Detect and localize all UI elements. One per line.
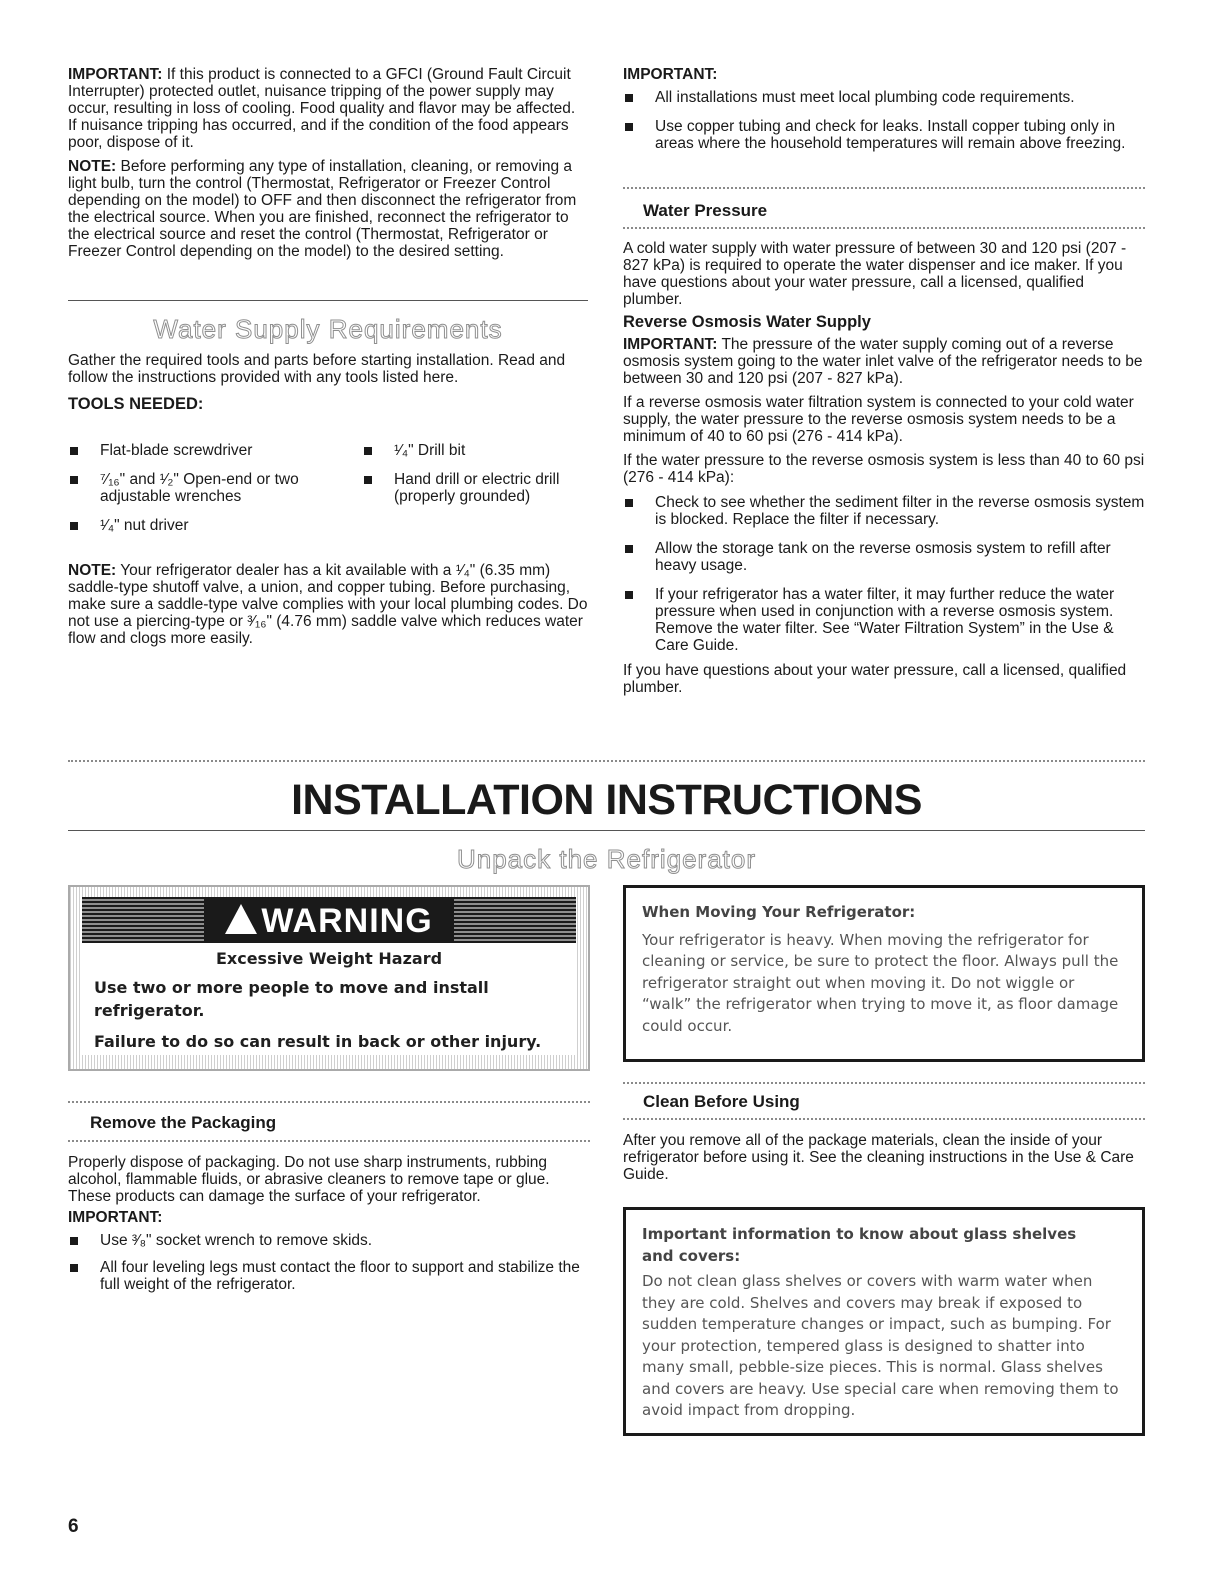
tool-item: ⁷⁄₁₆" and ¹⁄₂" Open-end or two adjustable wrenches: [68, 471, 358, 505]
ro-paragraph: If the water pressure to the reverse osmosis system is less than 40 to 60 psi (276 - 414 kPa):: [623, 452, 1145, 486]
saddle-valve-note: [68, 562, 588, 647]
moving-box-title: When Moving Your Refrigerator:: [642, 903, 916, 921]
important-label: IMPORTANT:: [68, 66, 163, 83]
warning-line: Failure to do so can result in back or other injury.: [94, 1032, 542, 1051]
divider: [623, 1118, 1145, 1120]
divider: [68, 760, 1145, 762]
divider: [68, 300, 588, 301]
control-note-text: Before performing any type of installation, cleaning, or removing a light bulb, turn the control (Thermostat, Refrigerator or Freezer Control depending on the model) to OFF and then disconnect the refrigerator from the electrical source. When you are finished, reconnect the refrigerator to the electrical source and reset the control (Thermostat, Refrigerator or Freezer Control depending on the model) to the desired setting.: [68, 158, 577, 260]
clean-text: After you remove all of the package materials, clean the inside of your refrigerator before using it. See the cleaning instructions in the Use & Care Guide.: [623, 1132, 1134, 1183]
tool-item: ¹⁄₄" nut driver: [68, 517, 358, 534]
ro-bullet: If your refrigerator has a water filter, it may further reduce the water pressure when used in conjunction with a reverse osmosis system. Remove the water filter. See “Water Filtration System” in the Use & Care Guide.: [623, 586, 1145, 654]
plumbing-bullet: All installations must meet local plumbing code requirements.: [623, 89, 1145, 106]
tools-needed-heading: TOOLS NEEDED:: [68, 395, 204, 413]
ro-important-paragraph: [623, 336, 1145, 387]
left-top-column: [68, 66, 588, 260]
gfci-important-paragraph: [68, 66, 588, 151]
divider: [68, 830, 1145, 831]
warning-banner: [82, 897, 576, 943]
packaging-bullet: All four leveling legs must contact the floor to support and stabilize the full weight of the refrigerator.: [68, 1259, 590, 1293]
water-pressure-heading: Water Pressure: [643, 201, 768, 220]
important-label: IMPORTANT:: [68, 1209, 163, 1226]
warning-triangle-icon: [225, 904, 257, 934]
right-top-column: [623, 66, 1145, 160]
tool-item: Hand drill or electric drill (properly grounded): [362, 471, 592, 505]
unpack-title: Unpack the Refrigerator: [456, 844, 757, 874]
ro-closing: If you have questions about your water pressure, call a licensed, qualified plumber.: [623, 662, 1127, 696]
water-pressure-text: A cold water supply with water pressure of between 30 and 120 psi (207 - 827 kPa) is required to operate the water dispenser and ice maker. If you have questions about your water pressure, call a licensed, qualified plumber.: [623, 240, 1127, 308]
ro-bullet: Allow the storage tank on the reverse osmosis system to refill after heavy usage.: [623, 540, 1145, 574]
packaging-text: Properly dispose of packaging. Do not use sharp instruments, rubbing alcohol, flammable fluids, or abrasive cleaners to remove tape or glue. These products can damage the surface of your refrigerator.: [68, 1154, 550, 1205]
reverse-osmosis-heading: Reverse Osmosis Water Supply: [623, 313, 871, 331]
main-title: INSTALLATION INSTRUCTIONS: [291, 776, 922, 824]
page-number: 6: [68, 1516, 79, 1537]
note-label: NOTE:: [68, 562, 117, 579]
water-supply-section: [68, 352, 588, 413]
clean-section: [623, 1132, 1145, 1183]
divider: [623, 227, 1145, 229]
warning-hazard: Excessive Weight Hazard: [215, 949, 443, 968]
important-label: IMPORTANT:: [623, 66, 718, 83]
ro-paragraph: If a reverse osmosis water filtration system is connected to your cold water supply, the water pressure to the reverse osmosis system needs to be a minimum of 40 to 60 psi (276 - 414 kPa).: [623, 394, 1134, 445]
divider: [623, 1082, 1145, 1084]
saddle-valve-note-text: Your refrigerator dealer has a kit available with a ¹⁄₄" (6.35 mm) saddle-type shutoff valve, a union, and copper tubing. Before purchasing, make sure a saddle-type valve complies with your local plumbing codes. Do not use a piercing-type or ³⁄₁₆" (4.76 mm) saddle valve which reduces water flow and clogs more easily.: [68, 562, 588, 647]
warning-label: [204, 897, 454, 943]
ro-bullet: Check to see whether the sediment filter in the reverse osmosis system is blocked. Replace the filter if necessary.: [623, 494, 1145, 528]
warning-label-text: WARNING: [261, 902, 433, 940]
gfci-important-text: If this product is connected to a GFCI (Ground Fault Circuit Interrupter) protected outlet, nuisance tripping of the power supply may occur, resulting in loss of cooling. Food quality and flavor may be affected. If nuisance tripping has occurred, and if the condition of the food appears poor, dispose of it.: [68, 66, 576, 151]
glass-box-title: Important information to know about glass shelves and covers:: [642, 1225, 1077, 1265]
moving-refrigerator-box: [623, 885, 1145, 1062]
divider: [68, 1140, 590, 1142]
control-note-paragraph: [68, 158, 588, 260]
warning-content: [82, 943, 576, 1055]
ro-important-text: The pressure of the water supply coming out of a reverse osmosis system going to the water inlet valve of the refrigerator needs to be between 30 and 120 psi (207 - 827 kPa).: [623, 336, 1143, 387]
warning-box: [68, 885, 590, 1071]
packaging-bullet: Use ³⁄₈" socket wrench to remove skids.: [68, 1232, 590, 1249]
water-supply-title: Water Supply Requirements: [153, 314, 503, 344]
tool-item: Flat-blade screwdriver: [68, 442, 358, 459]
copper-tubing-bullet: Use copper tubing and check for leaks. Install copper tubing only in areas where the household temperatures will remain above freezing.: [623, 118, 1145, 152]
warning-line: Use two or more people to move and install refrigerator.: [94, 978, 489, 1020]
note-label: NOTE:: [68, 158, 117, 175]
tool-item: ¹⁄₄" Drill bit: [362, 442, 592, 459]
divider: [623, 187, 1145, 189]
glass-shelves-box: [623, 1207, 1145, 1436]
water-supply-intro: Gather the required tools and parts before starting installation. Read and follow the instructions provided with any tools listed here.: [68, 352, 566, 386]
glass-box-text: Do not clean glass shelves or covers with warm water when they are cold. Shelves and covers may break if exposed to sudden temperature changes or impact, such as bumping. For your protection, tempered glass is designed to shatter into many small, pebble-size pieces. This is normal. Glass shelves and covers are heavy. Use special care when removing them to avoid impact from dropping.: [642, 1272, 1119, 1419]
important-label: IMPORTANT:: [623, 336, 718, 353]
moving-box-text: Your refrigerator is heavy. When moving the refrigerator for cleaning or service, be sure to protect the floor. Always pull the refrigerator straight out when moving it. Do not wiggle or “walk” the refrigerator when trying to move it, as floor damage could occur.: [642, 930, 1119, 1035]
packaging-section: [68, 1154, 590, 1301]
clean-before-using-heading: Clean Before Using: [643, 1092, 800, 1111]
remove-packaging-heading: Remove the Packaging: [90, 1113, 277, 1132]
divider: [68, 1101, 590, 1103]
water-pressure-section: [623, 240, 1145, 696]
